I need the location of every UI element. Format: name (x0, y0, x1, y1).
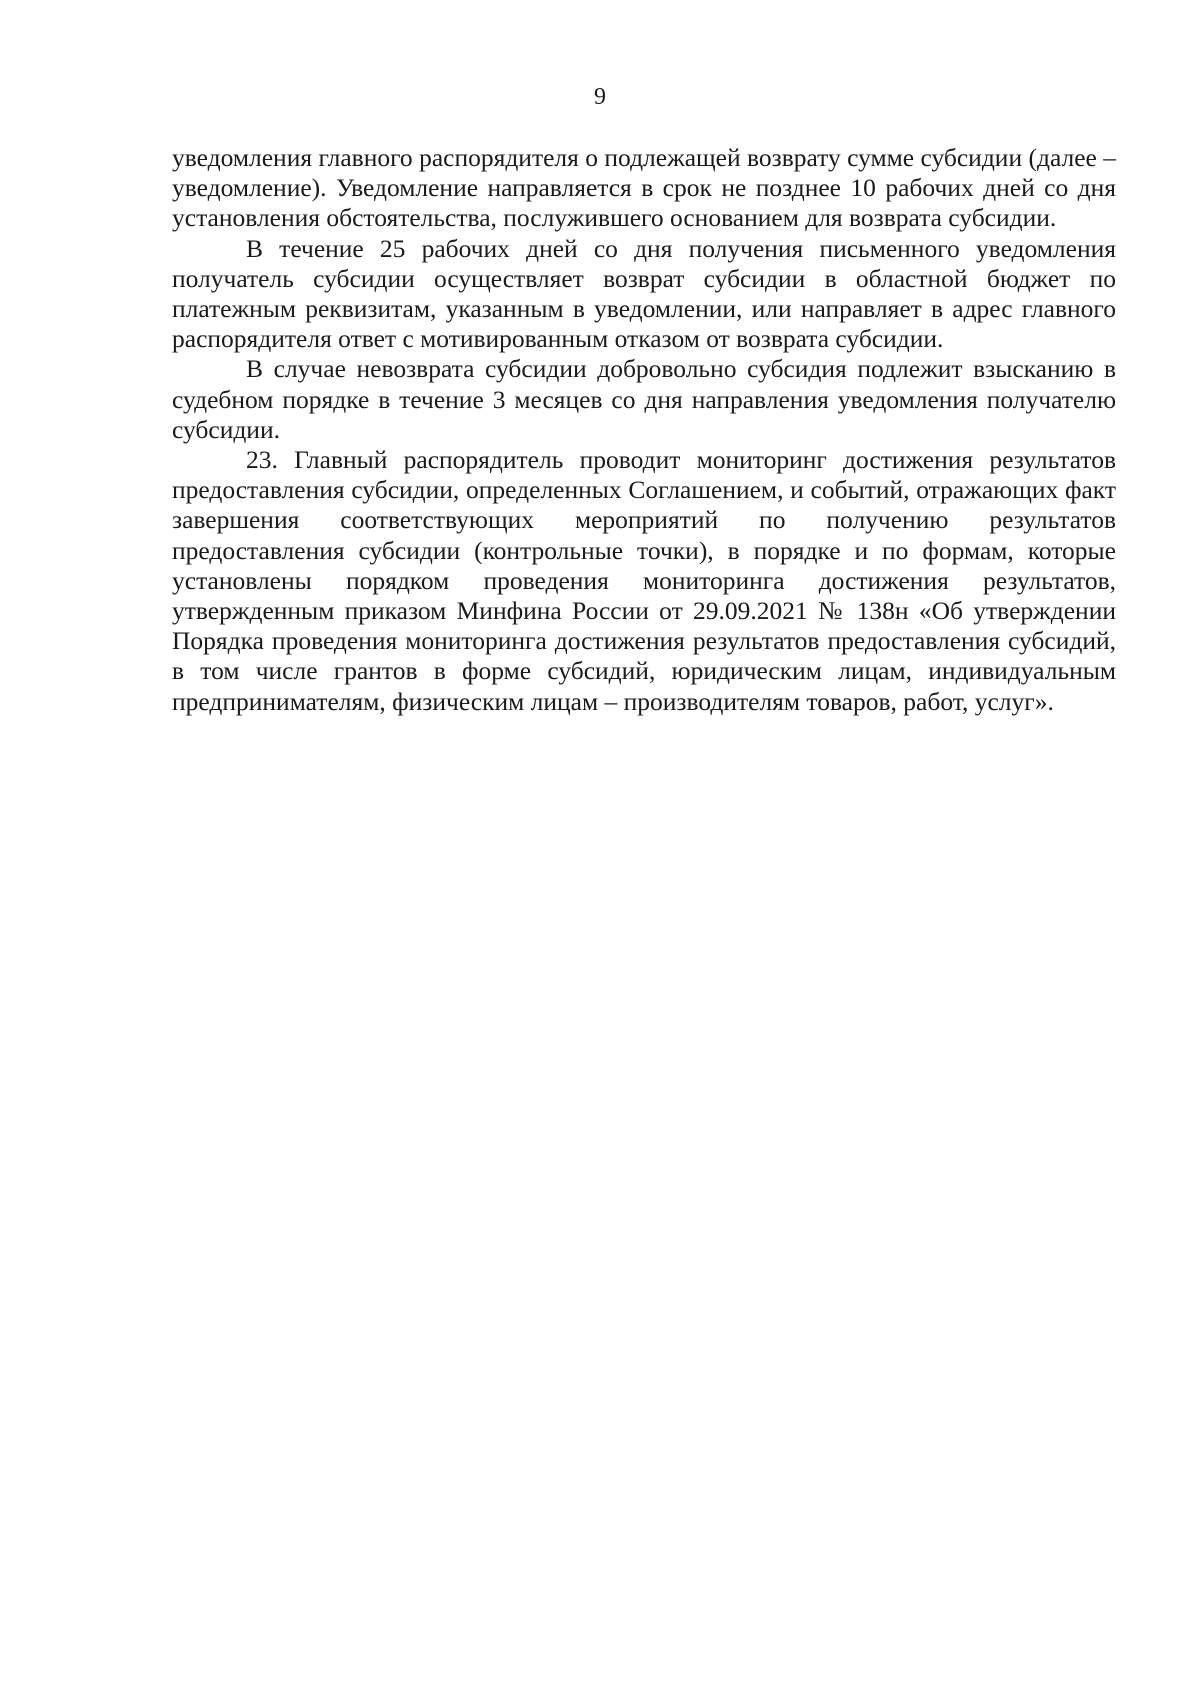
paragraph-return-deadline: В течение 25 рабочих дней со дня получения письменного уведомления получатель субсидии осуществляет возврат субсидии в областной бюджет по платежным реквизитам, указанным в уведомлении, или направляет в адрес главного распорядителя ответ с мотивированным отказом от возврата субсидии. (172, 233, 1116, 354)
document-body (172, 143, 1116, 717)
page-number: 9 (594, 84, 606, 110)
paragraph-court-recovery: В случае невозврата субсидии добровольно субсидия подлежит взысканию в судебном порядке в течение 3 месяцев со дня направления уведомления получателю субсидии. (172, 354, 1116, 444)
paragraph-monitoring: 23. Главный распорядитель проводит мониторинг достижения результатов предоставления субсидии, определенных Соглашением, и событий, отражающих факт завершения соответствующих мероприятий по получению результатов предоставления субсидии (контрольные точки), в порядке и по формам, которые установлены порядком проведения мониторинга достижения результатов, утвержденным приказом Минфина России от 29.09.2021 № 138н «Об утверждении Порядка проведения мониторинга достижения результатов предоставления субсидий, в том числе грантов в форме субсидий, юридическим лицам, индивидуальным предпринимателям, физическим лицам – производителям товаров, работ, услуг». (172, 445, 1116, 716)
paragraph-continuation: уведомления главного распорядителя о подлежащей возврату сумме субсидии (далее – уведомление). Уведомление направляется в срок не позднее 10 рабочих дней со дня установления обстоятельства, послужившего основанием для возврата субсидии. (172, 143, 1116, 233)
